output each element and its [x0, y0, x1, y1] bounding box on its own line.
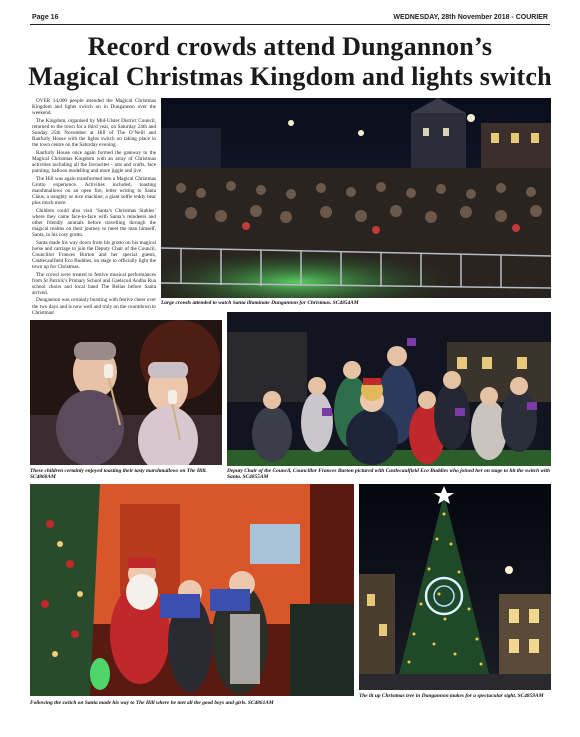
caption-tree: The lit up Christmas tree in Dungannon makes for a spectacular sight. SC4859AM [359, 693, 544, 699]
body-paragraph: OVER 14,000 people attended the Magical Christmas Kingdom and lights switch on in Dungannon over the weekend. [32, 98, 156, 117]
headline-line-1: Record crowds attend Dungannon’s [87, 32, 493, 61]
caption-santa: Following the switch on Santa made his way to The Hill where he met all the good boys and girls. SC4861AM [30, 700, 274, 706]
body-paragraph: The Hill was again transformed into a Magical Christmas Grotto experience. Activities included, toasting marshmallows on an open fire, letter writing to Santa Claus, a naughty or nice machine, a giant selfie teddy bear plus much more. [32, 175, 156, 206]
article-body [32, 98, 156, 317]
crowd-photo [161, 98, 551, 298]
christmas-tree-photo [359, 484, 551, 690]
caption-crowd: Large crowds attended to watch Santa illuminate Dungannon for Christmas. SC4854AM [161, 300, 359, 306]
body-paragraph: The crowd were treated to festive musical performances from St Patrick’s Primary School and Gaelscoil Aodha Rua school choirs and local band The Bellas before Santa arrived. [32, 271, 156, 296]
body-paragraph: Ranfurly House once again formed the gateway to the Magical Christmas Kingdom with an array of Christmas activities including all the favourites - arts and crafts, face painting, balloon modelling and more jiggle and jive. [32, 149, 156, 175]
body-paragraph: Santa made his way down from his grotto on his magical horse and carriage to join the Deputy Chair of the Council, Councillor Frances Burton and her special guests, Castlecaulfield Eco Buddies, on stage to officially light the town up for Christmas. [32, 239, 156, 270]
caption-stage: Deputy Chair of the Council, Councillor Frances Burton pictured with Castlecaulfield Eco Buddies who joined her on stage to hit the switch with Santa. SC4855AM [227, 468, 551, 481]
body-paragraph: The Kingdom, organised by Mid-Ulster District Council, returned to the town for a third year, on Saturday 24th and Sunday 25th November at Hill of The O’Neill and Ranfurly House with the lights switch on taking place in the town centre on the Saturday evening. [32, 117, 156, 149]
headline-line-2: Magical Christmas Kingdom and lights switch [28, 62, 552, 91]
header-rule [30, 24, 550, 25]
caption-children: These children certainly enjoyed toasting their tasty marshmallows on The Hill. SC4860AM [30, 468, 207, 481]
children-photo [30, 320, 222, 465]
santa-grotto-photo [30, 484, 354, 696]
issue-date: WEDNESDAY, 28th November 2018 - COURIER [393, 14, 548, 21]
page-number: Page 16 [32, 14, 59, 21]
body-paragraph: Dungannon was certainly bursting with festive cheer over the two days and is now well and truly on the countdown to Christmas! [32, 297, 156, 316]
body-paragraph: Children could also visit ‘Santa’s Christmas Stables’ where they came face-to-face with Santa’s reindeers and other friendly animals before travelling through the magical realms on their journey to meet the man himself, Santa, in his cosy grotto. [32, 207, 156, 238]
stage-photo [227, 312, 551, 466]
